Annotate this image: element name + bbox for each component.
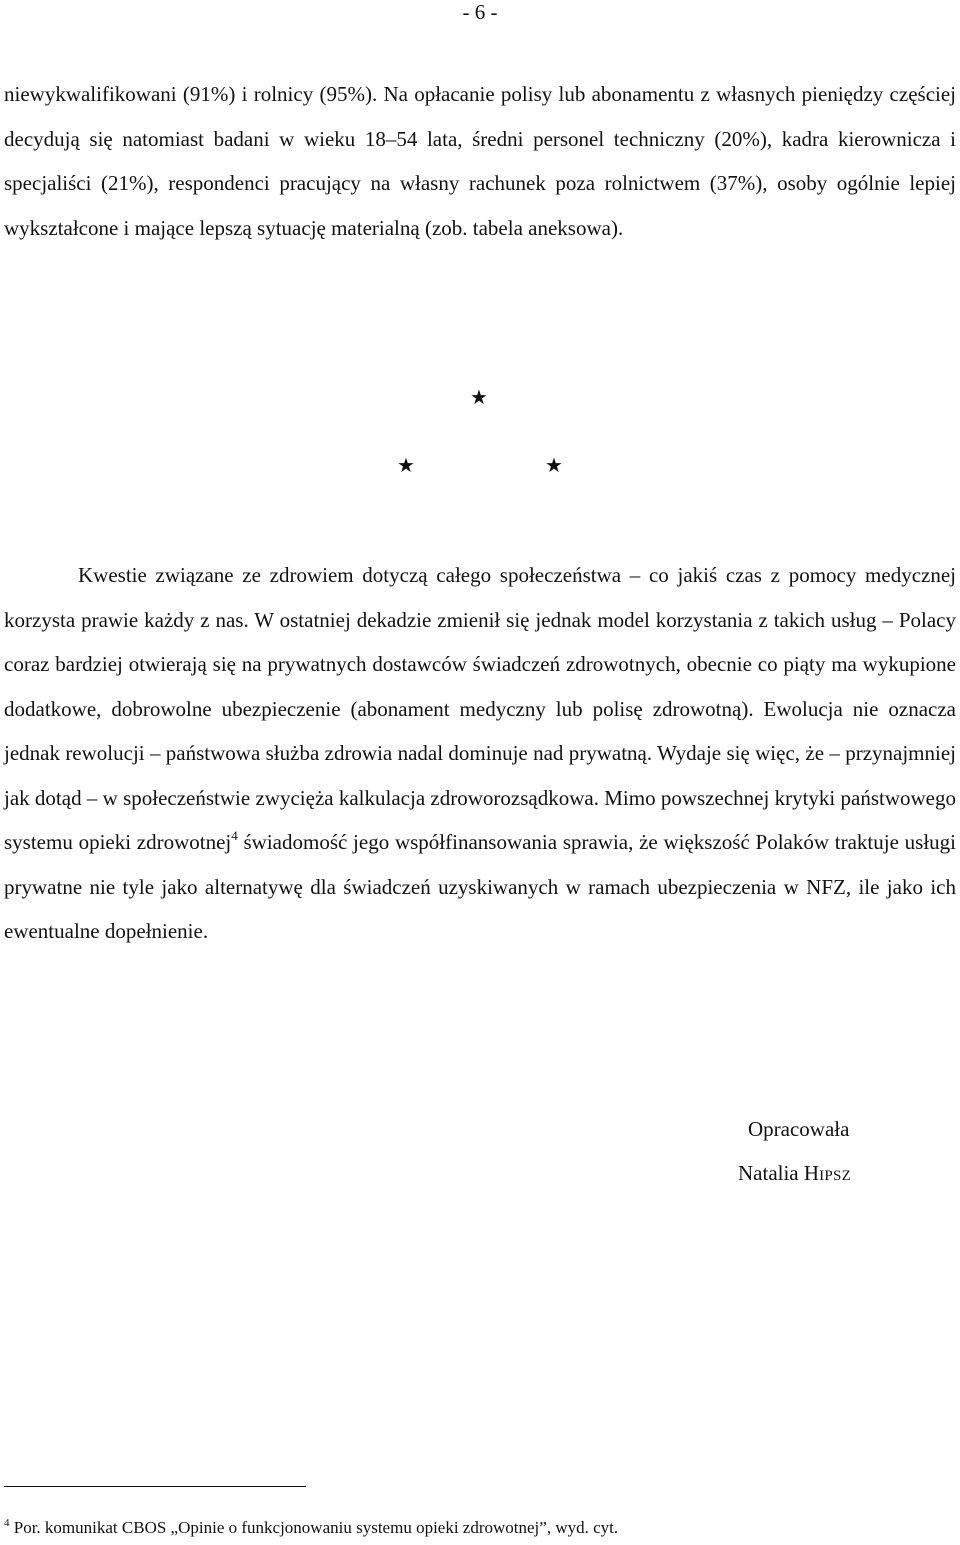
author-last-name-initial: H (803, 1161, 820, 1185)
star-icon-top: ★ (470, 387, 488, 409)
author-last-name-rest: IPSZ (819, 1168, 852, 1184)
paragraph-summary-text-end: świadomość jego współfinansowania sprawia, że większość Polaków traktuje usługi prywatne nie tyle jako alternatywę dla świadczeń uzyskiwanych w ramach ubezpieczenia w NFZ, ile jako ich ewentualne dopełnienie. (4, 830, 956, 943)
page-number: - 6 - (462, 0, 498, 24)
author-first-name: Natalia (738, 1161, 799, 1185)
footnote-number: 4 (4, 1517, 10, 1529)
paragraph-continuation: niewykwalifikowani (91%) i rolnicy (95%). Na opłacanie polisy lub abonamentu z własnych pieniędzy częściej decydują się natomiast badani w wieku 18–54 lata, średni personel techniczny (20%), kadra kierownicza i specjaliści (21%), respondenci pracujący na własny rachunek poza rolnictwem (37%), osoby ogólnie lepiej wykształcone i mające lepszą sytuację materialną (zob. tabela aneksowa). (4, 82, 956, 240)
section-separator (0, 384, 960, 484)
footnote (4, 1517, 618, 1539)
footnote-text: Por. komunikat CBOS „Opinie o funkcjonowaniu systemu opieki zdrowotnej”, wyd. cyt. (9, 1518, 619, 1537)
star-icon-right: ★ (545, 455, 563, 477)
signature-role: Opracowała (748, 1117, 850, 1141)
paragraph-summary (4, 553, 956, 954)
footnote-divider (4, 1486, 306, 1487)
paragraph-summary-text: Kwestie związane ze zdrowiem dotyczą całego społeczeństwa – co jakiś czas z pomocy medycznej korzysta prawie każdy z nas. W ostatniej dekadzie zmienił się jednak model korzystania z takich usług – Polacy coraz bardziej otwierają się na prywatnych dostawców świadczeń zdrowotnych, obecnie co piąty ma wykupione dodatkowe, dobrowolne ubezpieczenie (abonament medyczny lub polisę zdrowotną). Ewolucja nie oznacza jednak rewolucji – państwowa służba zdrowia nadal dominuje nad prywatną. Wydaje się więc, że – przynajmniej jak dotąd – w społeczeństwie zwycięża kalkulacja zdroworozsądkowa. Mimo powszechnej krytyki państwowego systemu opieki zdrowotnej (4, 563, 956, 854)
star-icon-left: ★ (397, 455, 415, 477)
footnote-reference[interactable]: 4 (231, 828, 238, 843)
signature-name (738, 1161, 851, 1186)
